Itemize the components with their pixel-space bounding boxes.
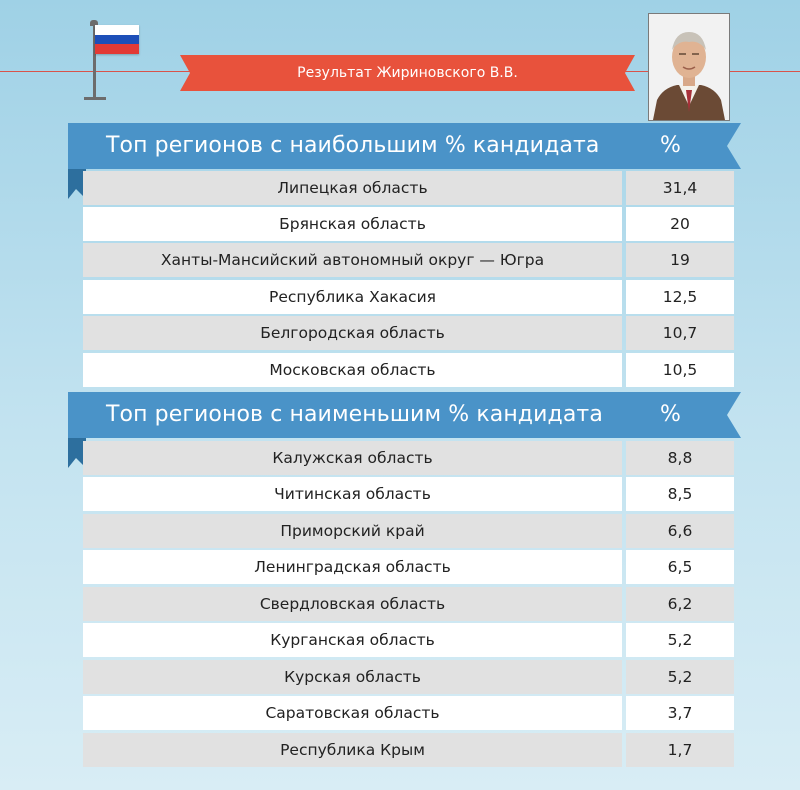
region-name: Ханты-Мансийский автономный округ — Югра [83,243,622,277]
region-name: Республика Крым [83,733,622,767]
region-value: 10,7 [626,316,734,350]
region-name: Московская область [83,353,622,387]
region-name: Республика Хакасия [83,280,622,314]
region-name: Курская область [83,660,622,694]
table-row [83,696,734,730]
region-value: 8,8 [626,441,734,475]
region-value: 10,5 [626,353,734,387]
region-name: Белгородская область [83,316,622,350]
title-ribbon [180,55,635,91]
table-row [83,550,734,584]
table-row [83,171,734,205]
region-value: 20 [626,207,734,241]
region-value: 6,6 [626,514,734,548]
table-row [83,623,734,657]
top-table-title: Топ регионов с наибольшим % кандидата [106,133,600,158]
table-row [83,733,734,767]
bottom-table-pct-header: % [660,402,681,427]
region-name: Саратовская область [83,696,622,730]
page-title: Результат Жириновского В.В. [297,65,518,81]
table-row [83,207,734,241]
top-table-pct-header: % [660,133,681,158]
region-name: Ленинградская область [83,550,622,584]
bottom-table-header [68,392,741,442]
table-row [83,316,734,350]
table-row [83,441,734,475]
region-name: Приморский край [83,514,622,548]
table-row [83,243,734,277]
region-value: 12,5 [626,280,734,314]
region-name: Курганская область [83,623,622,657]
top-table-header [68,123,741,173]
table-row [83,660,734,694]
region-value: 5,2 [626,660,734,694]
region-value: 8,5 [626,477,734,511]
table-row [83,477,734,511]
table-row [83,514,734,548]
region-value: 31,4 [626,171,734,205]
bottom-table-title: Топ регионов с наименьшим % кандидата [106,402,603,427]
region-name: Свердловская область [83,587,622,621]
region-name: Брянская область [83,207,622,241]
table-row [83,280,734,314]
region-name: Липецкая область [83,171,622,205]
table-row [83,353,734,387]
region-value: 1,7 [626,733,734,767]
region-value: 19 [626,243,734,277]
region-value: 5,2 [626,623,734,657]
region-value: 6,2 [626,587,734,621]
table-row [83,587,734,621]
region-name: Калужская область [83,441,622,475]
region-name: Читинская область [83,477,622,511]
candidate-portrait [648,13,730,121]
region-value: 3,7 [626,696,734,730]
region-value: 6,5 [626,550,734,584]
